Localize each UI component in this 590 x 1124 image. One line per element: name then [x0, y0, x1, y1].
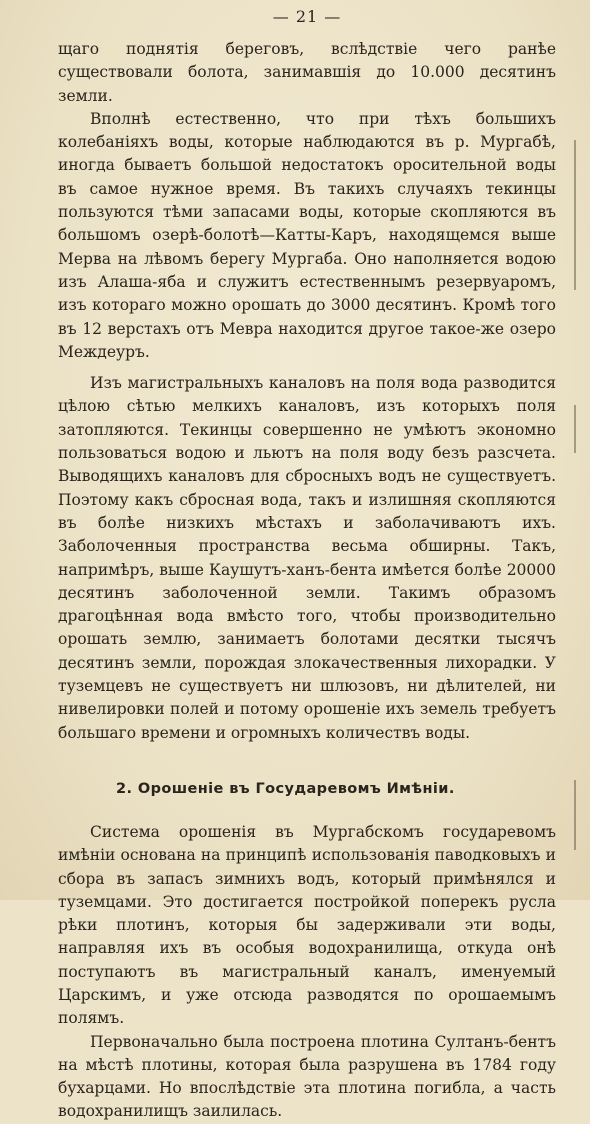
margin-pencil-mark	[574, 780, 576, 850]
paragraph-irrigation-canals: Изъ магистральныхъ каналовъ на поля вода разводится цѣлою сѣтью мелкихъ каналовъ, изъ которыхъ поля затопляются. Текинцы совершенно не умѣютъ экономно пользоваться водою и льютъ на поля воду безъ разсчета. Выводящихъ каналовъ для сбросныхъ водъ не существуетъ. Поэтому какъ сбросная вода, такъ и излишняя скопляются въ болѣе низкихъ мѣстахъ и заболачиваютъ ихъ. Заболоченныя пространства весьма обширны. Такъ, напримѣръ, выше Каушутъ-ханъ-бента имѣется болѣе 20000 десятинъ заболоченной земли. Такимъ образомъ драгоцѣнная вода вмѣсто того, чтобы производительно орошать землю, занимаетъ болотами десятки тысячъ десятинъ земли, порождая злокачественныя лихорадки. У туземцевъ не существуетъ ни шлюзовъ, ни дѣлителей, ни нивелировки полей и потому орошеніе ихъ земель требуетъ большаго времени и огромныхъ количествъ воды.	[58, 374, 556, 742]
paragraph-sultan-bent: Первоначально была построена плотина Султанъ-бентъ на мѣстѣ плотины, которая была разрушена въ 1784 году бухарцами. Но впослѣдствіе эта плотина погибла, а часть водохранилищъ заилилась.	[58, 1032, 556, 1121]
paragraph-estate-system: Система орошенія въ Мургабскомъ государевомъ имѣніи основана на принципѣ использованія паводковыхъ и сбора въ запасъ зимнихъ водъ, который примѣнялся и туземцами. Это достигается постройкой поперекъ русла рѣки плотинъ, которыя бы задерживали эти воды, направляя ихъ въ особыя водохранилища, откуда онѣ поступаютъ въ магистральный каналъ, именуемый Царскимъ, и уже отсюда разводятся по орошаемымъ полямъ.	[58, 822, 556, 1028]
margin-pencil-mark	[574, 405, 576, 453]
section-heading: 2. Орошеніе въ Государевомъ Имѣніи.	[116, 780, 455, 797]
paragraph-water-reserves: Вполнѣ естественно, что при тѣхъ большихъ колебаніяхъ воды, которые наблюдаются въ р. Мургабѣ, иногда бываетъ большой недостатокъ оросительной воды въ самое нужное время. Въ такихъ случаяхъ текинцы пользуются тѣми запасами воды, которые скопляются въ большомъ озерѣ-болотѣ—Катты-Каръ, находящемся выше Мерва на лѣвомъ берегу Мургаба. Оно наполняется водою изъ Алаша-яба и служитъ естественнымъ резервуаромъ, изъ котораго можно орошать до 3000 десятинъ. Кромѣ того въ 12 верстахъ отъ Мевра находится другое такое-же озеро Междеуръ.	[58, 109, 556, 361]
margin-pencil-mark	[574, 140, 576, 290]
page-number: — 21 —	[272, 7, 342, 26]
paragraph-continuation: щаго поднятія береговъ, вслѣдствіе чего ранѣе существовали болота, занимавшія до 10.000 десятинъ земли.	[58, 40, 556, 105]
